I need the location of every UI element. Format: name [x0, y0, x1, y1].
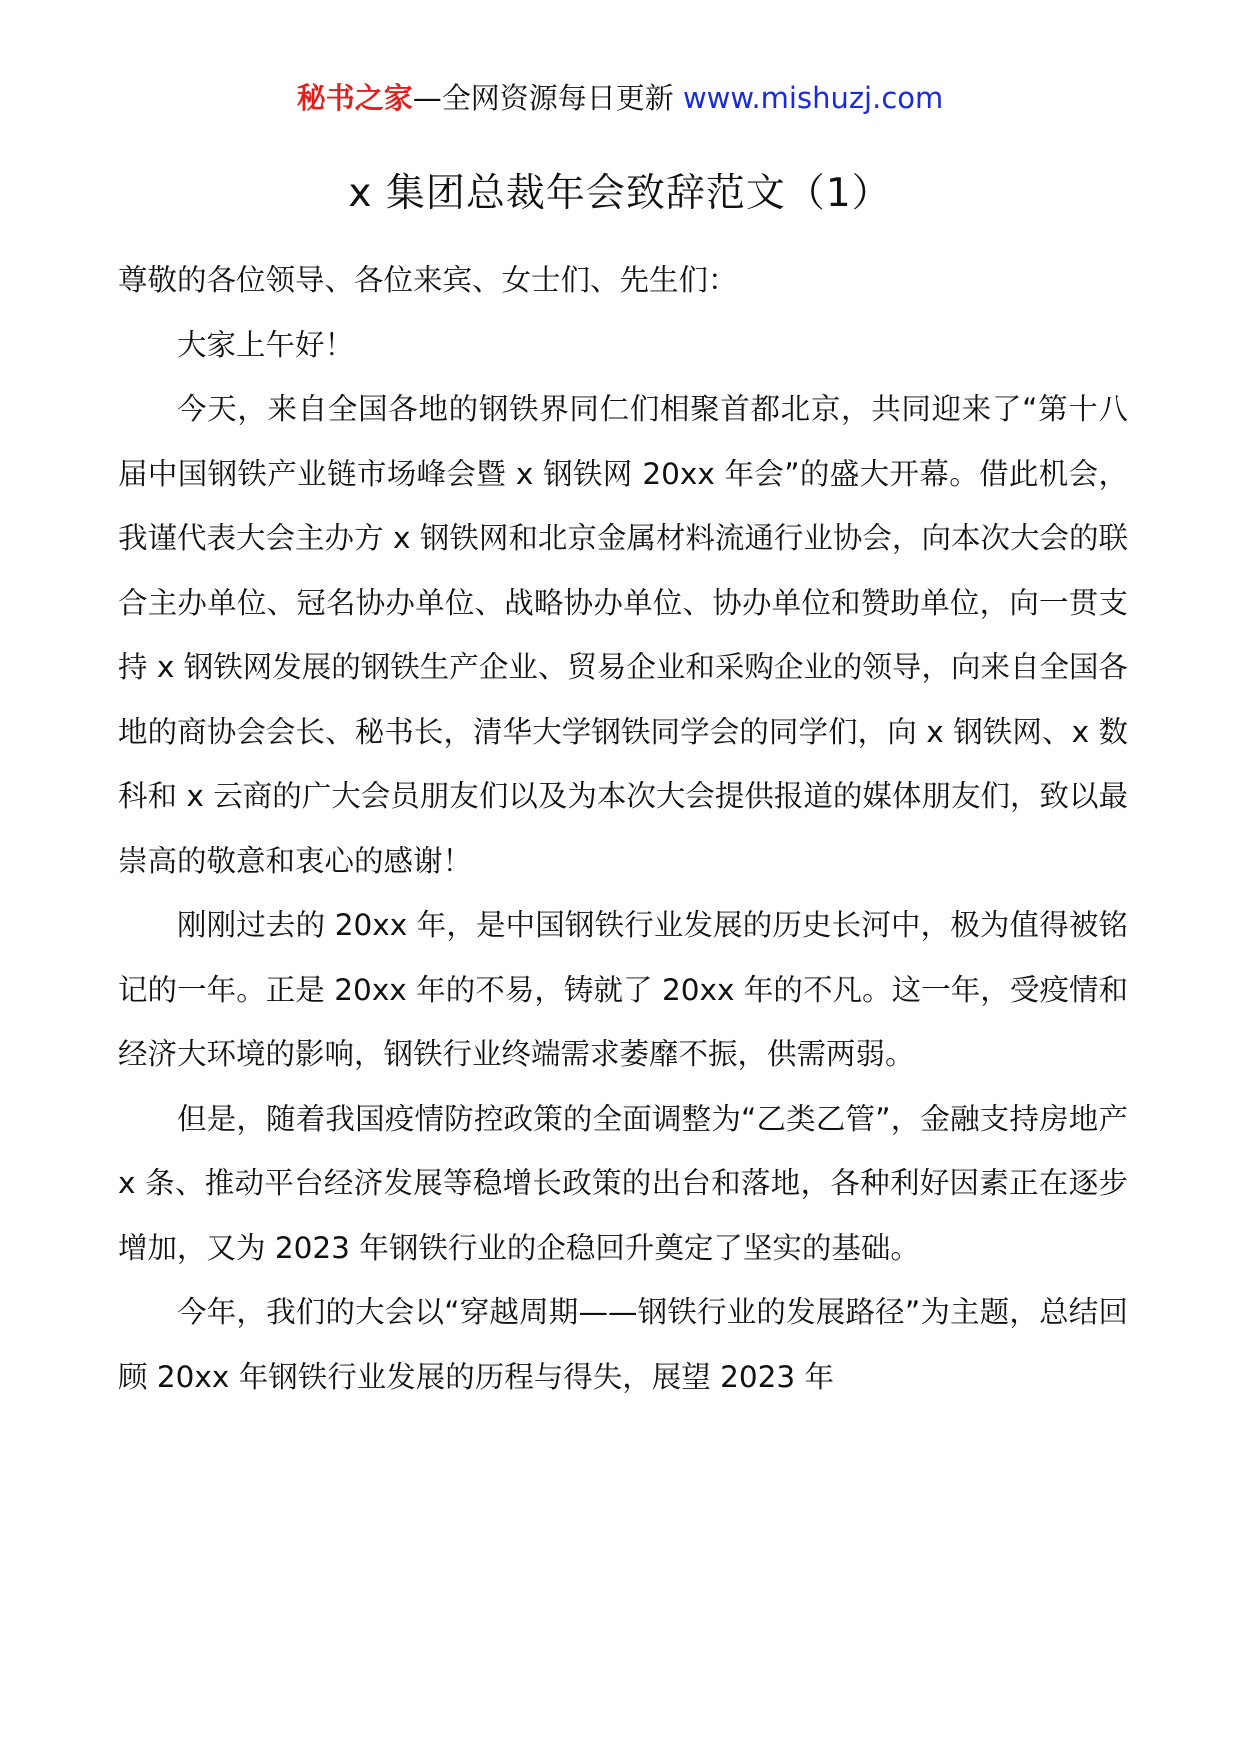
header-tagline: —全网资源每日更新: [412, 81, 674, 115]
paragraph-theme: 今年，我们的大会以“穿越周期——钢铁行业的发展路径”为主题，总结回顾 20xx 年钢铁行业发展的历程与得失，展望 2023 年: [118, 1295, 1128, 1394]
site-url-link[interactable]: www.mishuzj.com: [682, 81, 944, 115]
paragraph-review: 刚刚过去的 20xx 年，是中国钢铁行业发展的历史长河中，极为值得被铭记的一年。正是 20xx 年的不易，铸就了 20xx 年的不凡。这一年，受疫情和经济大环境的影响，钢铁行业终端需求萎靡不振，供需两弱。: [118, 908, 1128, 1071]
document-title: x 集团总裁年会致辞范文（1）: [348, 171, 892, 216]
paragraph-opening: 今天，来自全国各地的钢铁界同仁们相聚首都北京，共同迎来了“第十八届中国钢铁产业链市场峰会暨 x 钢铁网 20xx 年会”的盛大开幕。借此机会，我谨代表大会主办方 x 钢铁网和北京金属材料流通行业协会，向本次大会的联合主办单位、冠名协办单位、战略协办单位、协办单位和赞助单位，向一贯支持 x 钢铁网发展的钢铁生产企业、贸易企业和采购企业的领导，向来自全国各地的商协会会长、秘书长，清华大学钢铁同学会的同学们，向 x 钢铁网、x 数科和 x 云商的广大会员朋友们以及为本次大会提供报道的媒体朋友们，致以最崇高的敬意和衷心的感谢！: [118, 392, 1128, 878]
brand-name: 秘书之家: [296, 81, 413, 115]
salutation: 尊敬的各位领导、各位来宾、女士们、先生们：: [118, 263, 738, 297]
document-body: [118, 248, 1128, 1409]
paragraph-policy: 但是，随着我国疫情防控政策的全面调整为“乙类乙管”，金融支持房地产 x 条、推动平台经济发展等稳增长政策的出台和落地，各种利好因素正在逐步增加，又为 2023 年钢铁行业的企稳回升奠定了坚实的基础。: [118, 1101, 1128, 1265]
paragraph-greeting: 大家上午好！: [177, 327, 355, 362]
site-header: [0, 78, 1240, 118]
